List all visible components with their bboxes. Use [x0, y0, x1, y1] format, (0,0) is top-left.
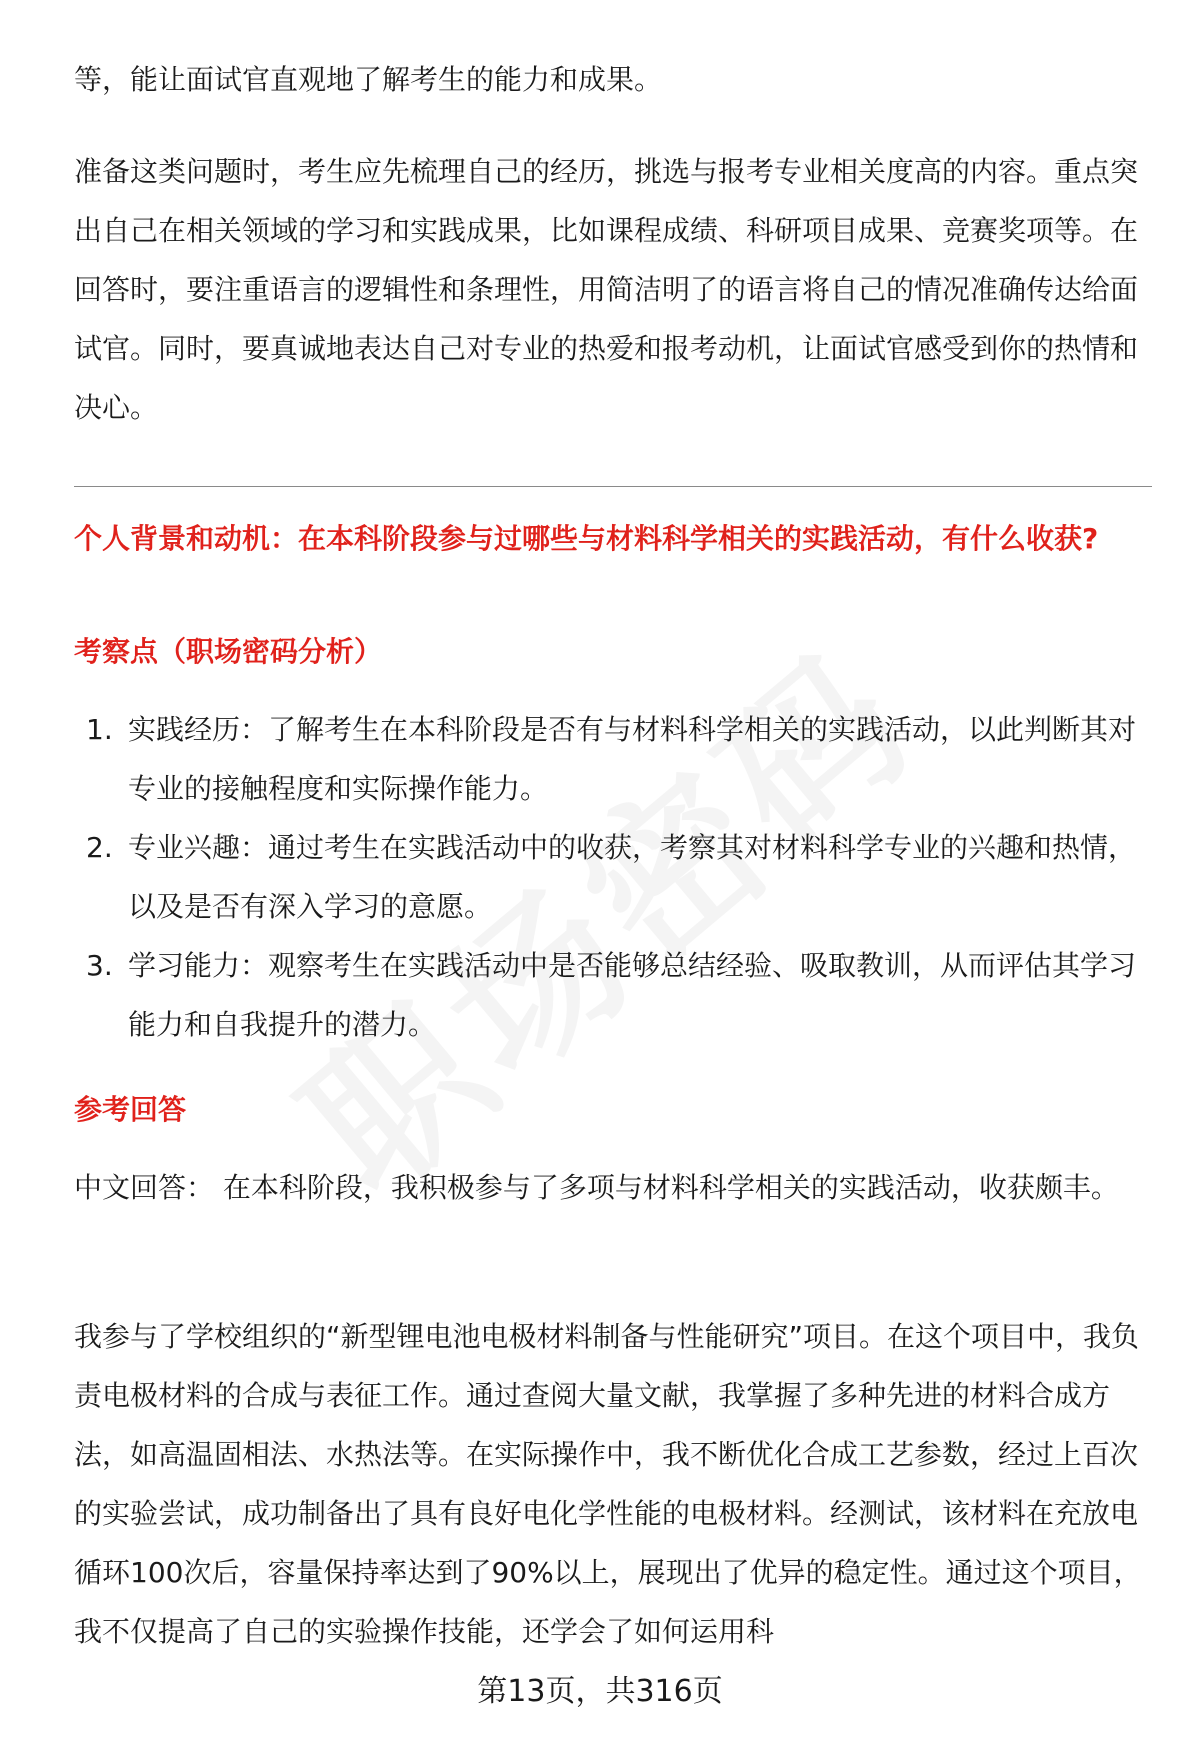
question-heading: 个人背景和动机：在本科阶段参与过哪些与材料科学相关的实践活动，有什么收获? — [74, 522, 1099, 555]
list-item-text: 学习能力：观察考生在实践活动中是否能够总结经验、吸取教训，从而评估其学习能力和自我提升的潜力。 — [128, 949, 1137, 1041]
list-number: 3. — [86, 949, 113, 982]
page-footer: 第13页，共316页 — [477, 1674, 723, 1709]
list-item — [74, 936, 1152, 1054]
list-item-text: 实践经历：了解考生在本科阶段是否有与材料科学相关的实践活动，以此判断其对专业的接触程度和实际操作能力。 — [128, 713, 1137, 805]
list-item — [74, 818, 1152, 936]
list-number: 1. — [86, 713, 113, 746]
list-item — [74, 700, 1152, 818]
list-item-text: 专业兴趣：通过考生在实践活动中的收获，考察其对材料科学专业的兴趣和热情，以及是否有深入学习的意愿。 — [128, 831, 1137, 923]
answer-project: 我参与了学校组织的“新型锂电池电极材料制备与性能研究”项目。在这个项目中，我负责电极材料的合成与表征工作。通过查阅大量文献，我掌握了多种先进的材料合成方法，如高温固相法、水热法等。在实际操作中，我不断优化合成工艺参数，经过上百次的实验尝试，成功制备出了具有良好电化学性能的电极材料。经测试，该材料在充放电循环100次后，容量保持率达到了90%以上，展现出了优异的稳定性。通过这个项目，我不仅提高了自己的实验操作技能，还学会了如何运用科 — [74, 1320, 1142, 1648]
paragraph-prepare: 准备这类问题时，考生应先梳理自己的经历，挑选与报考专业相关度高的内容。重点突出自己在相关领域的学习和实践成果，比如课程成绩、科研项目成果、竞赛奖项等。在回答时，要注重语言的逻辑性和条理性，用简洁明了的语言将自己的情况准确传达给面试官。同时，要真诚地表达自己对专业的热爱和报考动机，让面试官感受到你的热情和决心。 — [74, 155, 1139, 424]
answer-intro: 中文回答： 在本科阶段，我积极参与了多项与材料科学相关的实践活动，收获颇丰。 — [74, 1171, 1119, 1204]
points-heading: 考察点（职场密码分析） — [74, 635, 383, 668]
points-list — [74, 700, 1152, 1054]
answer-heading: 参考回答 — [74, 1093, 187, 1126]
section-divider — [74, 486, 1152, 487]
list-number: 2. — [86, 831, 113, 864]
paragraph-intro-end: 等，能让面试官直观地了解考生的能力和成果。 — [74, 63, 663, 96]
